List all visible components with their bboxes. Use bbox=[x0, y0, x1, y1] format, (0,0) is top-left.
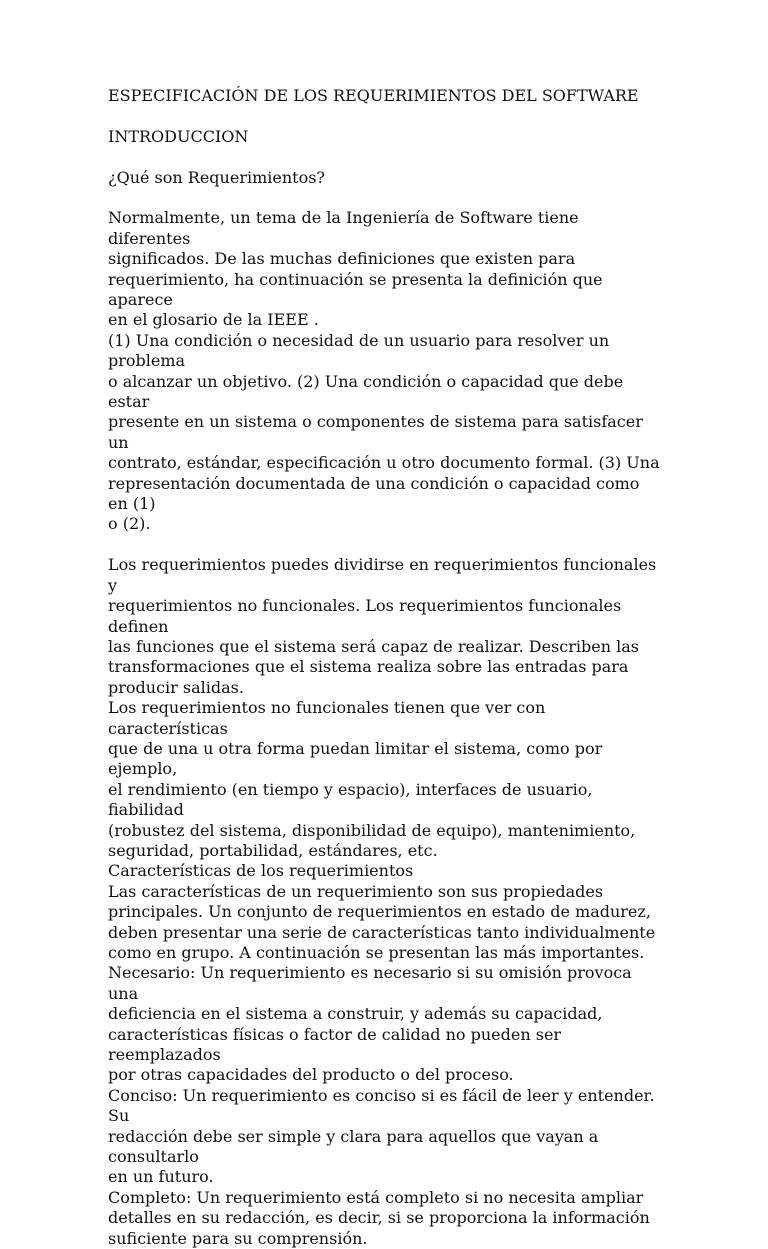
paragraph-functional: Los requerimientos puedes dividirse en requerimientos funcionales y requerimientos no funcionales. Los requerimientos funcionales definen las funciones que el sistema será capaz de realizar. Describen las transformaciones que el sistema realiza sobre las entradas para producir salidas. bbox=[108, 555, 657, 697]
paragraph-definitions: Normalmente, un tema de la Ingeniería de Software tiene diferentes significados. De las muchas definiciones que existen para requerimiento, ha continuación se presenta la definición que aparece en el glosario de la IEEE . (1) Una condición o necesidad de un usuario para resolver un problema o alcanzar un objetivo. (2) Una condición o capacidad que debe estar presente en un sistema o componentes de sistema para satisfacer un contrato, estándar, especificación u otro documento formal. (3) Una representación documentada de una condición o capacidad como en (1) o (2). bbox=[108, 208, 660, 534]
paragraph-characteristics: Las características de un requerimiento son sus propiedades principales. Un conjunto de requerimientos en estado de madurez, deben presentar una serie de características tanto individualmente como en grupo. A continuación se presentan las más importantes. bbox=[108, 881, 656, 962]
blank-line bbox=[108, 535, 663, 555]
section-heading: INTRODUCCION bbox=[108, 126, 249, 146]
paragraph-nonfunctional: Los requerimientos no funcionales tienen que ver con características que de una u otra forma puedan limitar el sistema, como por ejemplo, el rendimiento (en tiempo y espacio), interfaces de usuario, fiabilidad (robustez del sistema, disponibilidad de equipo), mantenimiento, seguridad, portabilidad, estándares, etc. bbox=[108, 698, 636, 860]
blank-line bbox=[108, 106, 663, 126]
subheading-characteristics: Características de los requerimientos bbox=[108, 861, 414, 881]
question-heading: ¿Qué son Requerimientos? bbox=[108, 167, 325, 187]
paragraph-completo: Completo: Un requerimiento está completo si no necesita ampliar detalles en su redacción, es decir, si se proporciona la información suficiente para su comprensión. bbox=[108, 1187, 650, 1248]
paragraph-necesario: Necesario: Un requerimiento es necesario si su omisión provoca una deficiencia en el sistema a construir, y además su capacidad, características físicas o factor de calidad no pueden ser reemplazados por otras capacidades del producto o del proceso. bbox=[108, 963, 632, 1085]
document-body bbox=[108, 86, 663, 1249]
paragraph-conciso: Conciso: Un requerimiento es conciso si es fácil de leer y entender. Su redacción debe ser simple y clara para aquellos que vayan a consultarlo en un futuro. bbox=[108, 1085, 655, 1187]
blank-line bbox=[108, 147, 663, 167]
document-title: ESPECIFICACIÓN DE LOS REQUERIMIENTOS DEL SOFTWARE bbox=[108, 86, 639, 105]
blank-line bbox=[108, 188, 663, 208]
